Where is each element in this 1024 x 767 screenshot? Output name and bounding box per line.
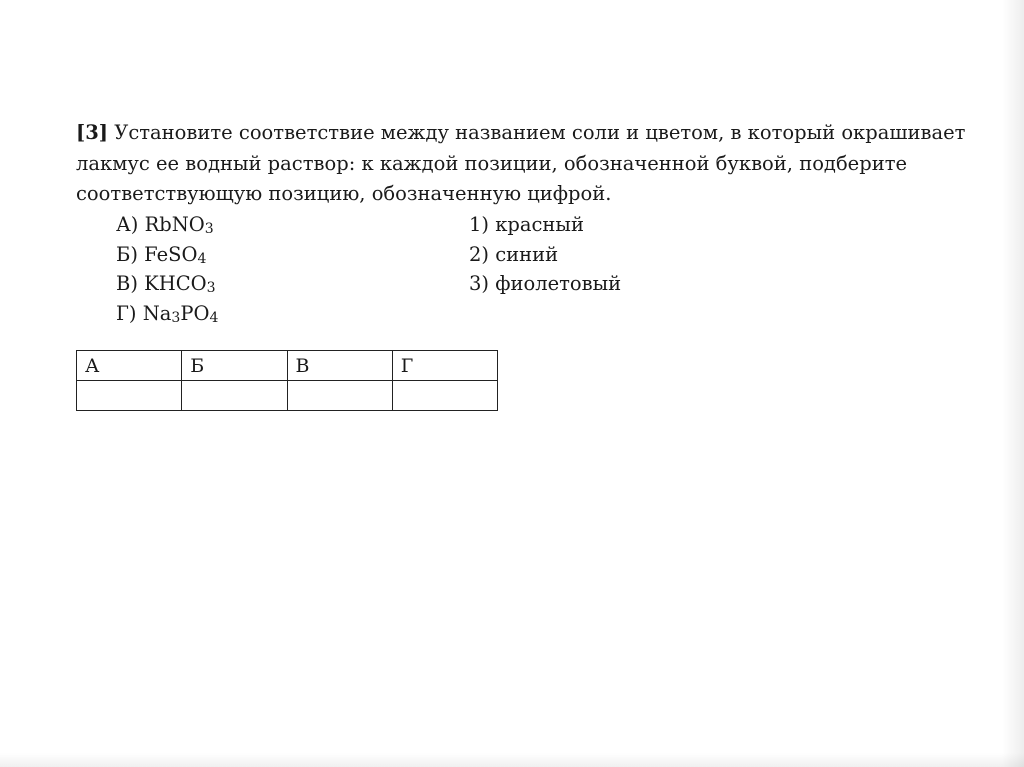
question-number: [3] [76,121,109,144]
question-line-2: лакмус ее водный раствор: к каждой позиции, обозначенной буквой, подберите [76,151,908,175]
color-option-1: 1) красный [469,213,584,236]
question-text [76,118,976,210]
salt-subscript: 4 [197,250,207,267]
color-option-3: 3) фиолетовый [469,272,622,295]
slide-bottom-shadow [0,753,1024,767]
answer-cell-v[interactable] [287,381,392,411]
color-option-2: 2) синий [469,242,559,266]
answer-cell-g[interactable] [392,381,497,411]
salt-formula: PO [180,301,210,325]
salt-subscript: 3 [171,309,181,326]
salt-option-a [116,210,214,240]
salt-formula: KHCO [144,272,207,295]
question-line-1-text: Установите соответствие между названием соли и цветом, в который окрашивает [108,121,966,144]
salt-letter: В) [116,272,145,295]
salt-subscript: 3 [204,221,214,238]
salt-option-b [116,240,206,270]
salt-formula: RbNO [144,213,205,236]
salt-option-g [116,299,218,329]
salt-letter: Г) [116,301,143,325]
answer-header-g: Г [392,351,497,381]
answer-table [76,350,498,411]
salt-option-v [116,269,216,299]
answer-table-header-row [77,351,498,381]
answer-table-input-row [77,381,498,411]
salt-formula: FeSO [144,242,198,266]
answer-cell-b[interactable] [182,381,287,411]
salt-subscript: 3 [206,280,216,297]
salt-formula: Na [142,301,172,325]
answer-cell-a[interactable] [77,381,182,411]
answer-header-v: В [287,351,392,381]
question-line-3: соответствующую позицию, обозначенную цифрой. [76,182,612,205]
slide-edge-shadow [1002,0,1024,767]
answer-header-b: Б [182,351,287,381]
salt-letter: Б) [116,242,145,266]
salt-subscript: 4 [209,309,219,326]
question-line-1 [76,118,976,149]
answer-header-a: А [77,351,182,381]
salt-letter: А) [116,213,145,236]
